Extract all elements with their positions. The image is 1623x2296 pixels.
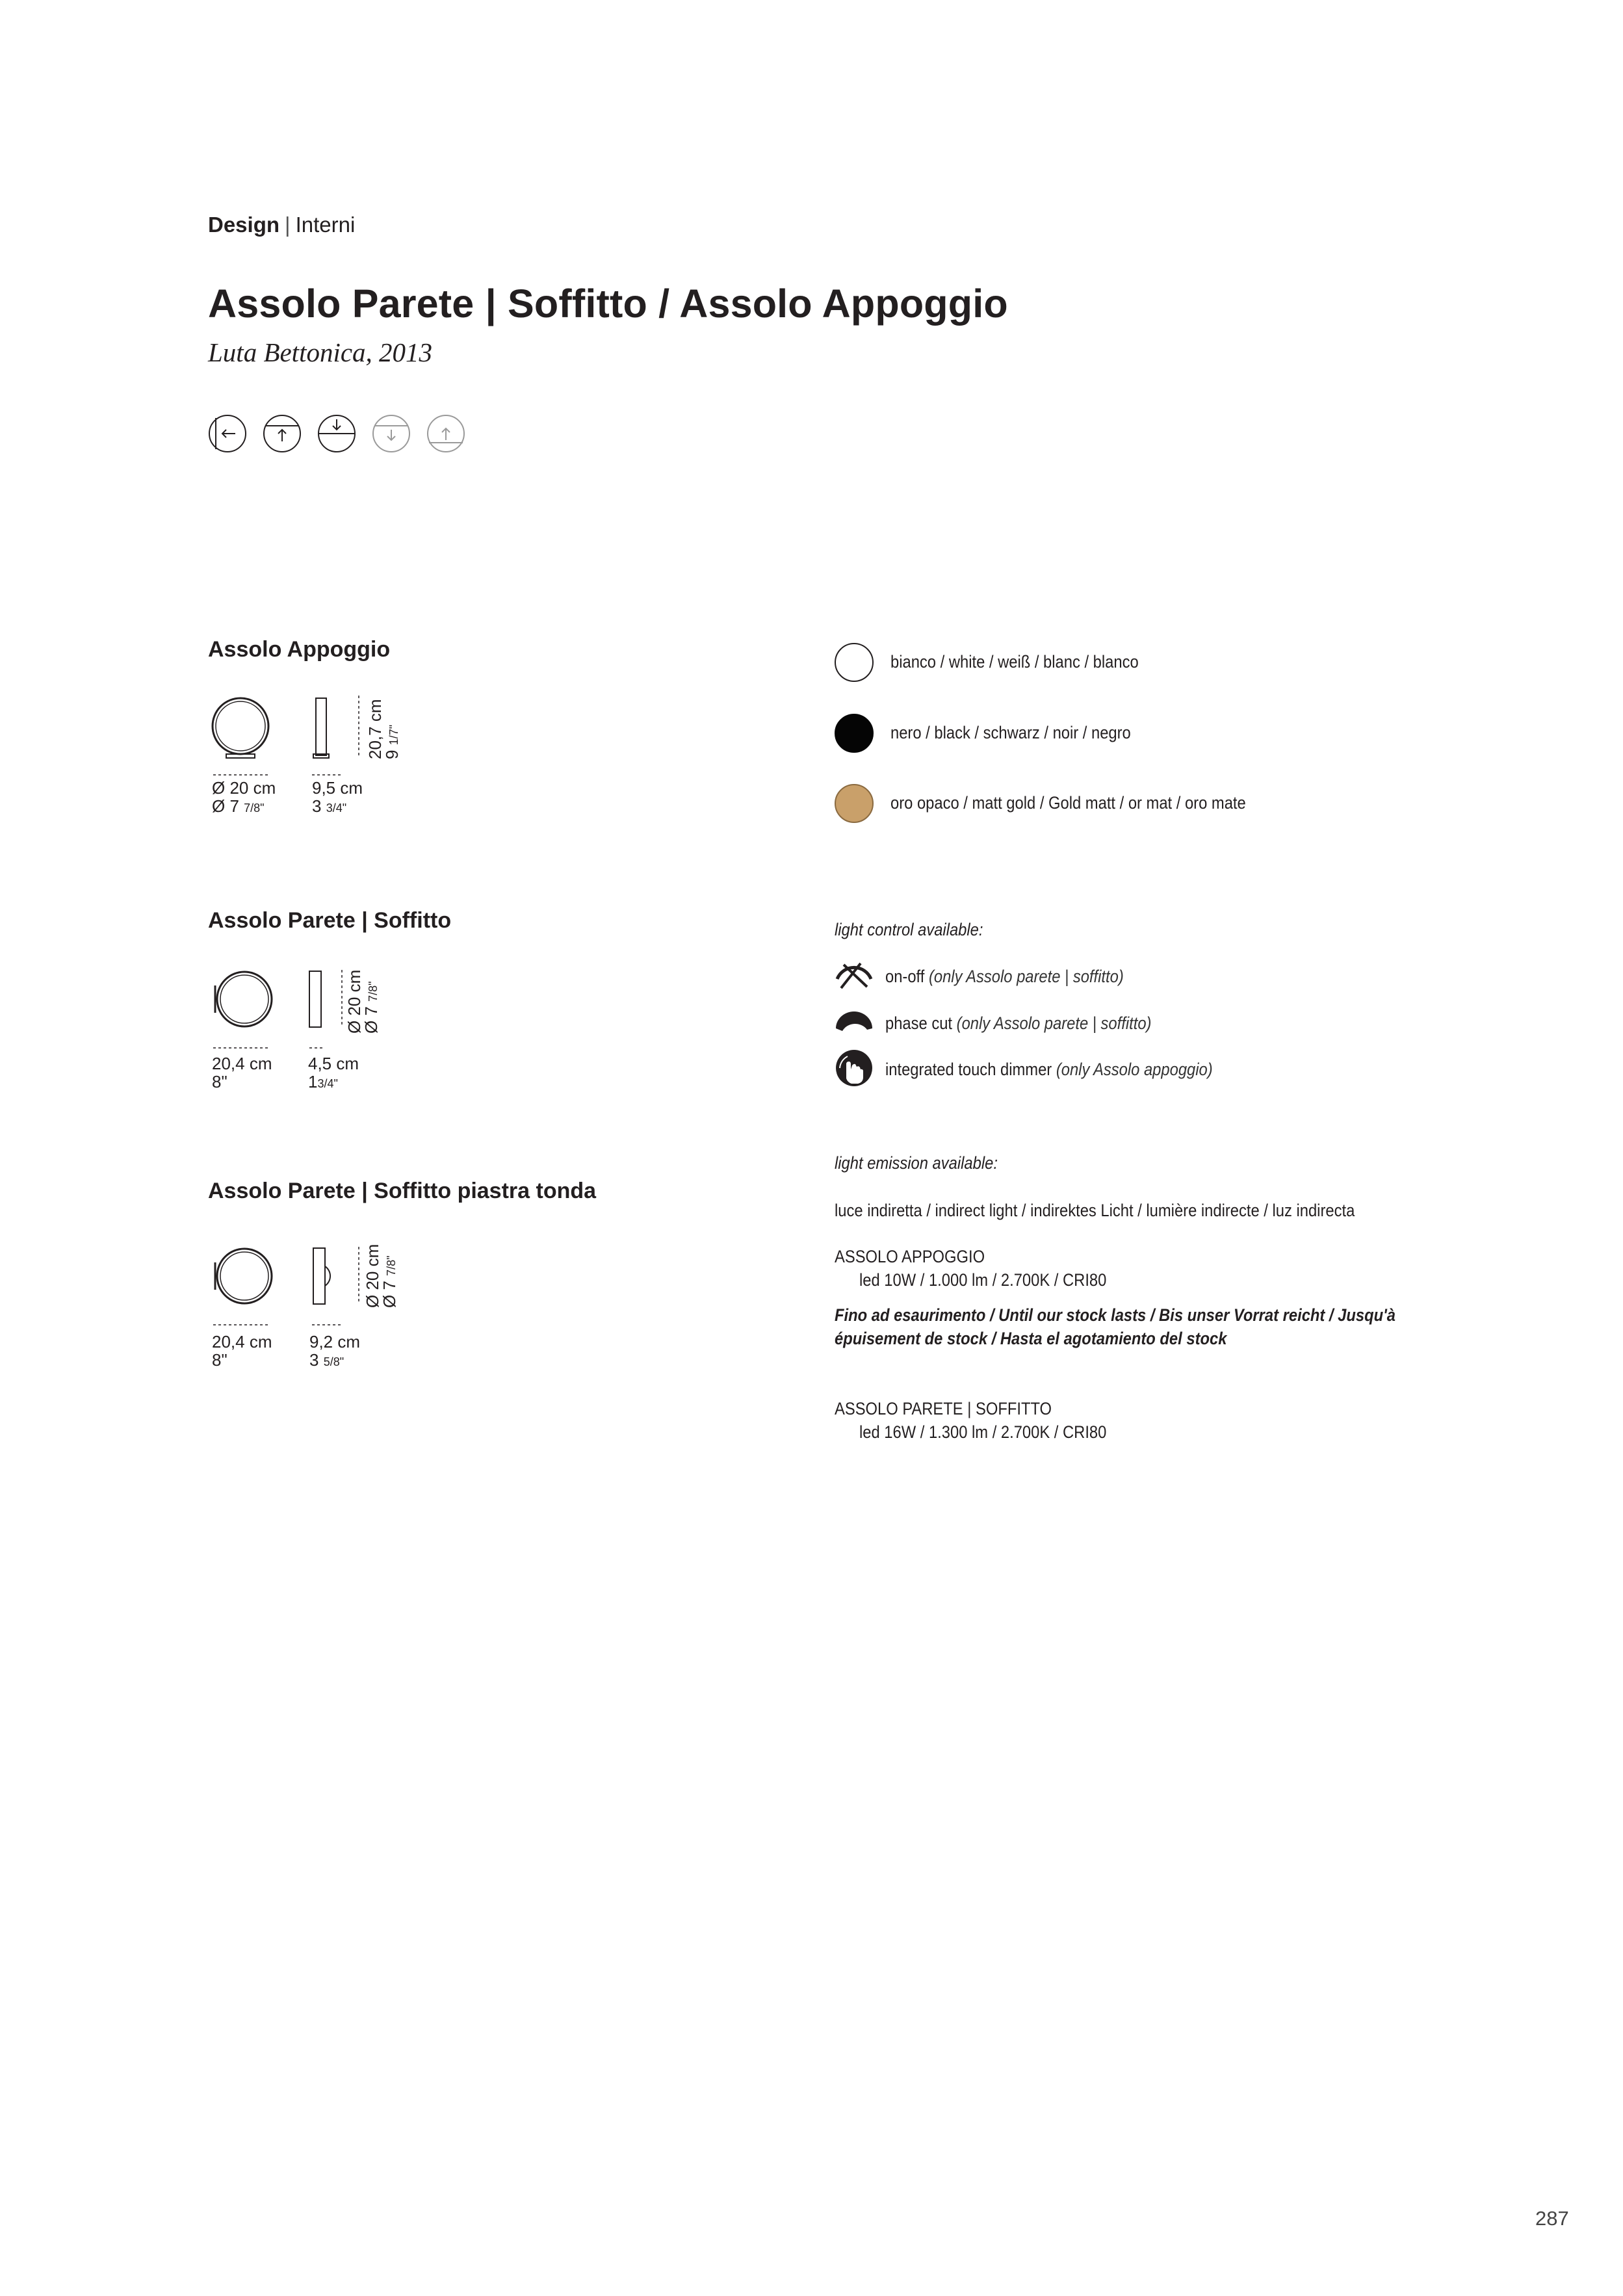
piastra-tonda-depth-in: 3	[309, 1350, 319, 1370]
piastra-tonda-height-cm: Ø 20 cm	[363, 1244, 382, 1308]
appoggio-height	[367, 699, 402, 760]
ceiling-mount-icon	[263, 414, 302, 453]
parete-soffitto-depth-in-frac: 3/4"	[317, 1077, 338, 1090]
table-up-icon	[426, 414, 465, 453]
breadcrumb-subcategory: Interni	[295, 213, 356, 237]
on-off-note: (only Assolo parete | soffitto)	[928, 967, 1124, 986]
breadcrumb	[208, 213, 355, 237]
designer-credit: Luta Bettonica, 2013	[208, 337, 433, 367]
parete-soffitto-width-in: 8"	[212, 1072, 227, 1091]
appoggio-width	[212, 779, 276, 817]
parete-soffitto-depth-cm: 4,5 cm	[308, 1054, 359, 1073]
ceiling-mount-down-icon	[317, 414, 356, 453]
appoggio-height-in-frac: 1/7"	[387, 724, 400, 746]
floor-down-icon	[372, 414, 411, 453]
piastra-tonda-depth	[309, 1333, 360, 1371]
on-off-icon	[835, 956, 874, 995]
appoggio-depth-in: 3	[312, 796, 322, 816]
piastra-tonda-height-in: Ø 7	[380, 1281, 399, 1308]
section-title-appoggio: Assolo Appoggio	[208, 637, 391, 662]
parete-soffitto-height	[346, 970, 382, 1034]
phase-cut-label	[885, 1013, 1151, 1034]
touch-dimmer-text: integrated touch dimmer	[885, 1060, 1052, 1079]
product-spec-parete-soffitto: led 16W / 1.300 lm / 2.700K / CRI80	[859, 1422, 1107, 1442]
finish-swatch-black	[835, 714, 874, 753]
touch-dimmer-label	[885, 1060, 1213, 1080]
piastra-tonda-height-in-frac: 7/8"	[385, 1255, 398, 1276]
finish-label-gold: oro opaco / matt gold / Gold matt / or mat / oro mate	[890, 793, 1246, 813]
piastra-tonda-depth-cm: 9,2 cm	[309, 1332, 361, 1351]
light-emission-type: luce indiretta / indirect light / indirektes Licht / lumière indirecte / luz indirecta	[835, 1201, 1355, 1220]
section-title-parete-soffitto: Assolo Parete | Soffitto	[208, 908, 452, 933]
appoggio-height-cm: 20,7 cm	[365, 699, 385, 759]
finish-swatch-white	[835, 643, 874, 682]
phase-cut-note: (only Assolo parete | soffitto)	[956, 1013, 1152, 1033]
phase-cut-icon	[835, 1002, 874, 1041]
parete-soffitto-height-in-frac: 7/8"	[367, 981, 380, 1002]
appoggio-depth-cm: 9,5 cm	[312, 778, 363, 798]
piastra-tonda-height	[364, 1244, 400, 1308]
light-control-heading: light control available:	[835, 920, 983, 939]
product-name-appoggio: ASSOLO APPOGGIO	[835, 1247, 985, 1266]
piastra-tonda-width-in: 8"	[212, 1350, 227, 1370]
parete-soffitto-width-cm: 20,4 cm	[212, 1054, 272, 1073]
on-off-text: on-off	[885, 967, 925, 986]
page-title: Assolo Parete | Soffitto / Assolo Appoggio	[208, 281, 1008, 326]
finish-label-white: bianco / white / weiß / blanc / blanco	[890, 652, 1139, 672]
light-emission-heading: light emission available:	[835, 1153, 998, 1173]
breadcrumb-separator: |	[285, 213, 291, 237]
parete-soffitto-height-cm: Ø 20 cm	[344, 969, 364, 1034]
appoggio-width-in: Ø 7	[212, 796, 239, 816]
touch-dimmer-note: (only Assolo appoggio)	[1056, 1060, 1213, 1079]
mounting-icons	[208, 414, 465, 453]
on-off-label	[885, 967, 1124, 987]
piastra-tonda-width-cm: 20,4 cm	[212, 1332, 272, 1351]
parete-soffitto-depth	[308, 1054, 359, 1093]
parete-soffitto-depth-in: 1	[308, 1072, 318, 1091]
appoggio-depth	[312, 779, 363, 817]
page-number: 287	[1535, 2207, 1569, 2230]
breadcrumb-category: Design	[208, 213, 280, 237]
appoggio-width-cm: Ø 20 cm	[212, 778, 276, 798]
parete-soffitto-width	[212, 1054, 272, 1093]
touch-dimmer-icon	[835, 1049, 874, 1088]
stock-note-line1: Fino ad esaurimento / Until our stock lasts / Bis unser Vorrat reicht / Jusqu'à	[835, 1305, 1396, 1325]
finish-swatch-gold	[835, 784, 874, 823]
piastra-tonda-depth-in-frac: 5/8"	[323, 1355, 344, 1368]
product-name-parete-soffitto: ASSOLO PARETE | SOFFITTO	[835, 1399, 1052, 1418]
appoggio-height-in: 9	[382, 750, 402, 759]
parete-soffitto-height-in: Ø 7	[361, 1006, 381, 1034]
appoggio-width-in-frac: 7/8"	[244, 802, 265, 815]
stock-note-line2: épuisement de stock / Hasta el agotamiento del stock	[835, 1329, 1227, 1348]
piastra-tonda-width	[212, 1333, 272, 1371]
appoggio-depth-in-frac: 3/4"	[326, 802, 347, 815]
finish-label-black: nero / black / schwarz / noir / negro	[890, 723, 1131, 742]
section-title-piastra-tonda: Assolo Parete | Soffitto piastra tonda	[208, 1179, 597, 1203]
product-spec-appoggio: led 10W / 1.000 lm / 2.700K / CRI80	[859, 1270, 1107, 1290]
wall-mount-icon	[208, 414, 247, 453]
phase-cut-text: phase cut	[885, 1013, 953, 1033]
